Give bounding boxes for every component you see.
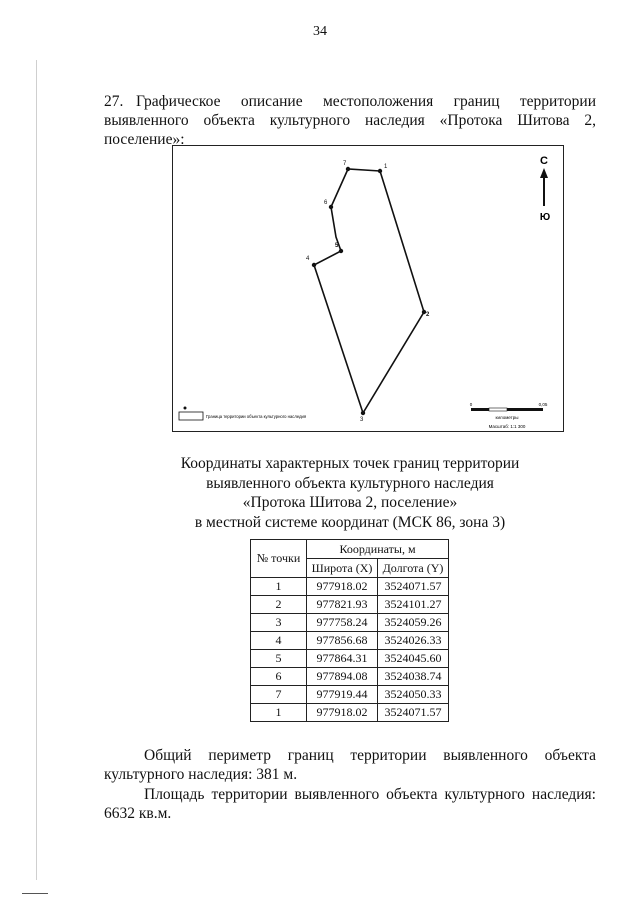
cell-point: 7 xyxy=(251,686,307,704)
scale-ratio: Масштаб: 1:1 300 xyxy=(488,424,526,429)
header-point-number: № точки xyxy=(251,540,307,578)
cell-point: 3 xyxy=(251,614,307,632)
south-label: Ю xyxy=(539,212,551,223)
scale-end: 0,05 xyxy=(538,402,548,407)
table-row xyxy=(251,704,449,722)
cell-point: 5 xyxy=(251,650,307,668)
vertex-1 xyxy=(378,169,382,173)
vertex-label-6: 6 xyxy=(324,200,328,206)
header-coordinates: Координаты, м xyxy=(307,540,449,559)
cell-x: 977918.02 xyxy=(307,578,378,596)
header-longitude: Долгота (Y) xyxy=(378,559,449,578)
cell-y: 3524101.27 xyxy=(378,596,449,614)
cell-y: 3524038.74 xyxy=(378,668,449,686)
table-row xyxy=(251,686,449,704)
vertex-label-5: 5 xyxy=(335,243,339,249)
scale-bar-block-1 xyxy=(471,408,489,411)
vertex-7 xyxy=(346,167,350,171)
map-legend xyxy=(179,407,306,421)
table-row xyxy=(251,596,449,614)
perimeter-paragraph: Общий периметр границ территории выявленного объекта культурного наследия: 381 м. xyxy=(104,747,596,783)
coordinates-heading-line-4: в местной системе координат (МСК 86, зона 3) xyxy=(194,513,506,531)
cell-x: 977918.02 xyxy=(307,704,378,722)
vertex-3 xyxy=(361,411,365,415)
cell-point: 2 xyxy=(251,596,307,614)
vertex-label-2: 2 xyxy=(426,312,430,318)
scale-bar xyxy=(470,402,548,429)
cell-x: 977758.24 xyxy=(307,614,378,632)
coordinates-heading xyxy=(140,454,560,532)
cell-x: 977856.68 xyxy=(307,632,378,650)
cell-x: 977821.93 xyxy=(307,596,378,614)
cell-y: 3524059.26 xyxy=(378,614,449,632)
header-latitude: Широта (X) xyxy=(307,559,378,578)
table-row xyxy=(251,632,449,650)
section-paragraph xyxy=(104,92,596,149)
scan-artifact-bottom xyxy=(22,893,48,894)
legend-point-icon xyxy=(184,407,187,410)
vertex-label-4: 4 xyxy=(306,256,310,262)
cell-y: 3524050.33 xyxy=(378,686,449,704)
cell-y: 3524026.33 xyxy=(378,632,449,650)
cell-x: 977864.31 xyxy=(307,650,378,668)
scale-start: 0 xyxy=(469,402,473,407)
cell-point: 1 xyxy=(251,578,307,596)
coordinates-heading-line-1: Координаты характерных точек границ территории xyxy=(180,455,520,472)
section-number: 27. xyxy=(104,93,124,110)
table-header-row xyxy=(251,540,449,559)
page-number: 34 xyxy=(313,24,327,39)
cell-y: 3524045.60 xyxy=(378,650,449,668)
area-paragraph: Площадь территории выявленного объекта культурного наследия: 6632 кв.м. xyxy=(104,786,596,822)
vertex-label-3: 3 xyxy=(360,417,364,423)
vertex-label-1: 1 xyxy=(384,164,388,170)
vertex-6 xyxy=(329,205,333,209)
legend-label: Граница территории объекта культурного наследия xyxy=(206,414,307,419)
north-arrow xyxy=(540,155,550,223)
table-row xyxy=(251,650,449,668)
coordinates-heading-line-2: выявленного объекта культурного наследия xyxy=(206,474,494,492)
cell-x: 977919.44 xyxy=(307,686,378,704)
scale-bar-block-3 xyxy=(507,408,543,411)
vertex-label-7: 7 xyxy=(343,161,347,167)
cell-point: 1 xyxy=(251,704,307,722)
section-text: Графическое описание местоположения границ территории выявленного объекта культурного наследия «Протока Шитова 2, поселение»: xyxy=(104,93,596,148)
vertex-4 xyxy=(312,263,316,267)
cell-y: 3524071.57 xyxy=(378,704,449,722)
coordinates-table xyxy=(250,539,449,722)
boundary-map xyxy=(172,145,564,432)
legend-line-icon xyxy=(179,412,203,420)
table-row xyxy=(251,614,449,632)
boundary-vertices xyxy=(312,167,426,415)
north-label: С xyxy=(540,155,548,167)
table-row xyxy=(251,668,449,686)
cell-x: 977894.08 xyxy=(307,668,378,686)
cell-point: 6 xyxy=(251,668,307,686)
scale-bar-block-2 xyxy=(489,408,507,411)
coordinates-heading-line-3: «Протока Шитова 2, поселение» xyxy=(242,494,458,511)
table-row xyxy=(251,578,449,596)
cell-y: 3524071.57 xyxy=(378,578,449,596)
scan-artifact-left xyxy=(36,60,37,880)
cell-point: 4 xyxy=(251,632,307,650)
boundary-map-canvas xyxy=(173,146,565,433)
vertex-5 xyxy=(339,249,343,253)
scale-unit: километры xyxy=(495,415,519,420)
